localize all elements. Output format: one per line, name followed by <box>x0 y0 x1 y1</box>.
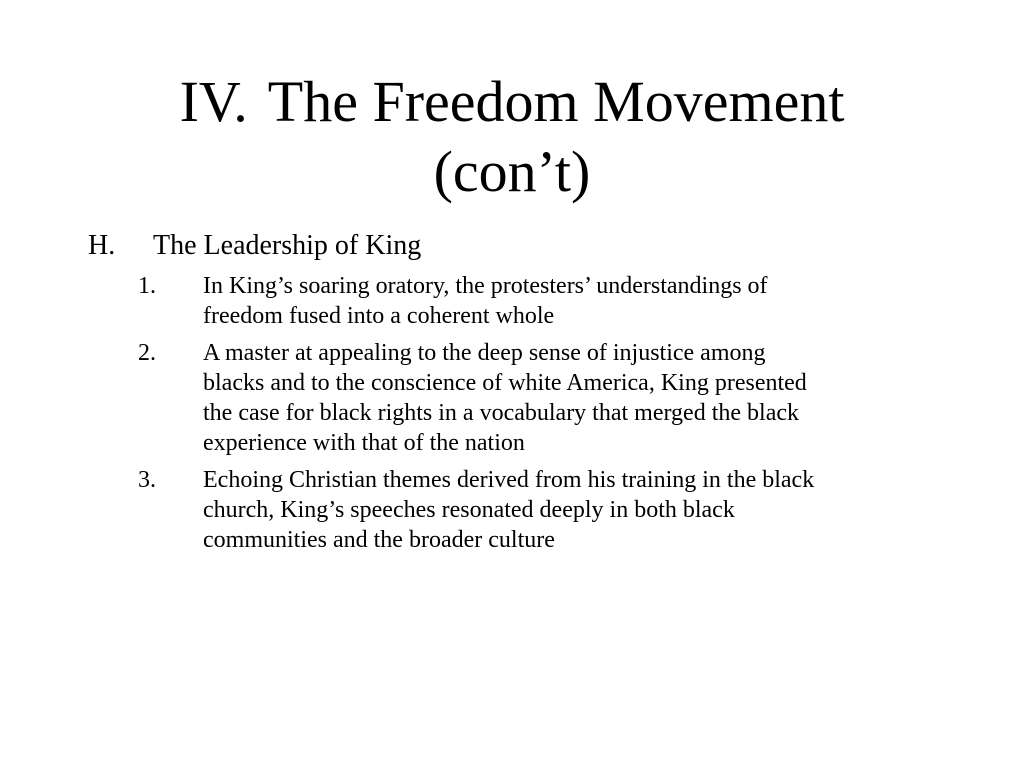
list-item-marker: 3. <box>138 467 156 493</box>
list-item-1 <box>88 271 948 331</box>
numbered-list <box>88 271 948 555</box>
slide-title <box>0 67 1024 207</box>
list-item-text <box>203 271 938 331</box>
list-item-2 <box>88 338 948 458</box>
section-heading <box>88 229 948 265</box>
title-number: IV. <box>179 69 248 134</box>
list-item-line: freedom fused into a coherent whole <box>203 303 555 329</box>
list-item-text <box>203 465 938 555</box>
list-item-line: In King’s soaring oratory, the protesters’ understandings of <box>203 273 768 299</box>
section-h <box>88 229 948 562</box>
list-item-line: the case for black rights in a vocabulary that merged the black <box>203 400 799 426</box>
section-marker: H. <box>88 230 116 261</box>
list-item-line: A master at appealing to the deep sense of injustice among <box>203 340 766 366</box>
list-item-line: blacks and to the conscience of white America, King presented <box>203 370 807 396</box>
list-item-line: experience with that of the nation <box>203 430 525 456</box>
section-heading-text: The Leadership of King <box>153 230 422 261</box>
title-text: The Freedom Movement <box>267 69 845 134</box>
list-item-3 <box>88 465 948 555</box>
list-item-line: communities and the broader culture <box>203 527 555 553</box>
list-item-line: church, King’s speeches resonated deeply in both black <box>203 497 735 523</box>
list-item-marker: 2. <box>138 340 156 366</box>
list-item-marker: 1. <box>138 273 156 299</box>
title-line-1 <box>0 67 1024 137</box>
list-item-line: Echoing Christian themes derived from his training in the black <box>203 467 815 493</box>
list-item-text <box>203 338 938 458</box>
title-line-2: (con’t) <box>433 139 591 204</box>
